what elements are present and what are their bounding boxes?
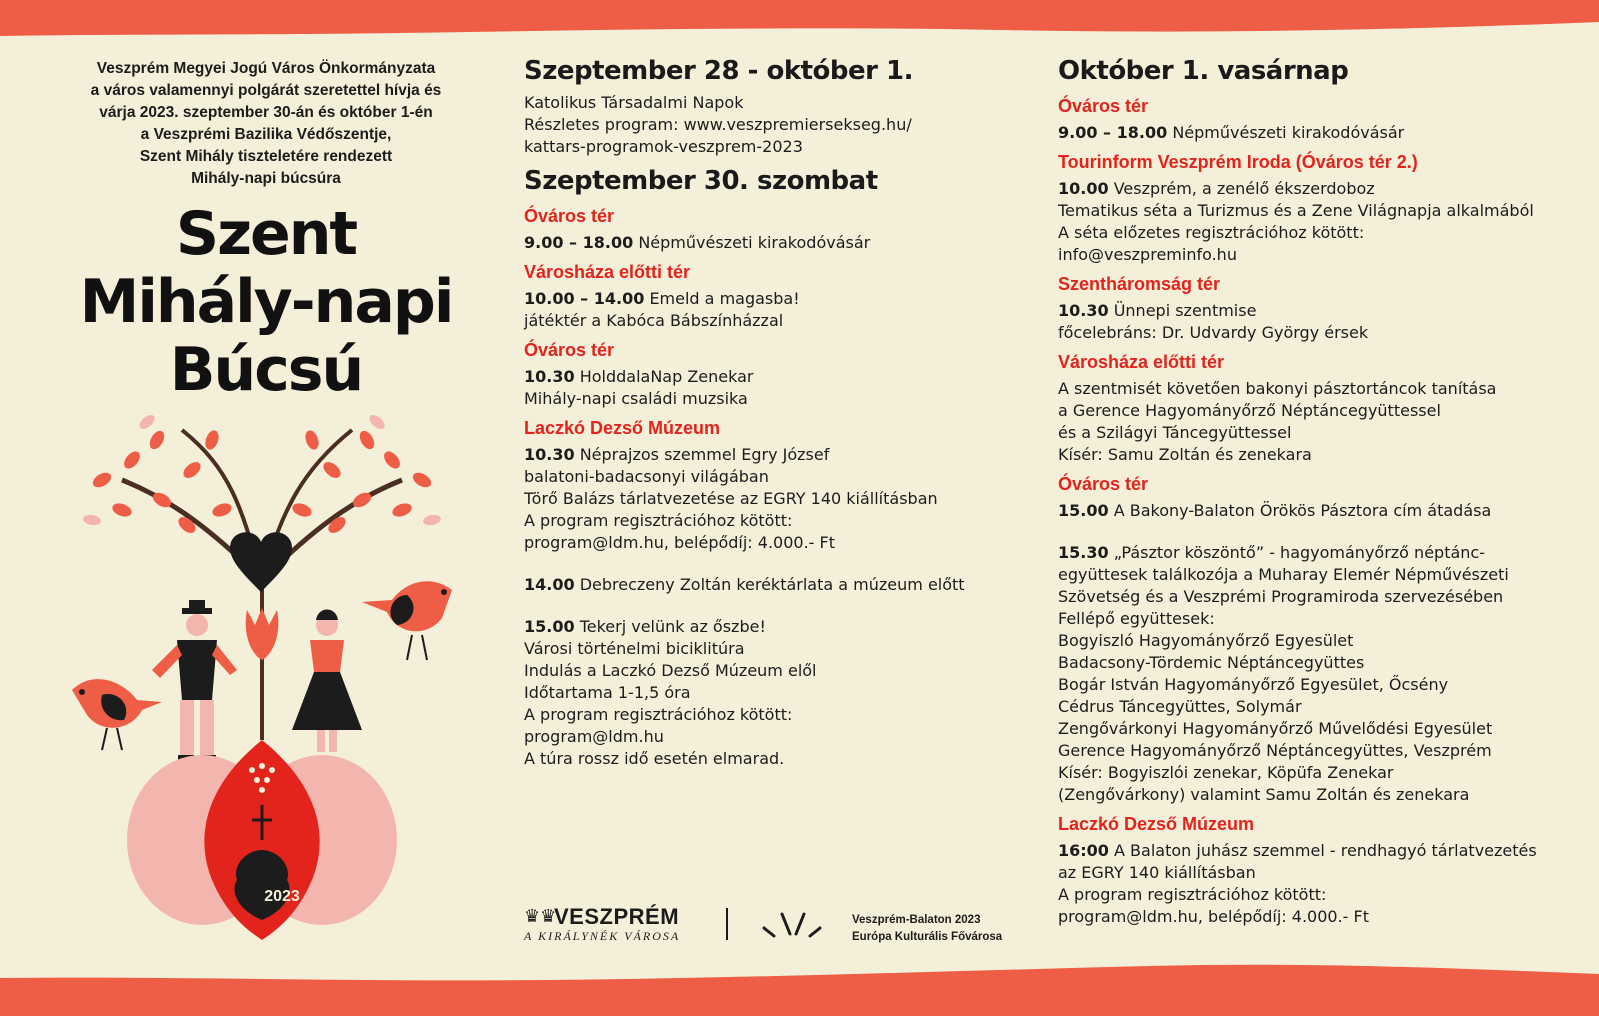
event-line — [524, 232, 1024, 254]
location-heading: Szentháromság tér — [1058, 274, 1221, 294]
event-line — [524, 574, 1024, 596]
location-heading: Tourinform Veszprém Iroda (Óváros tér 2.) — [1058, 152, 1418, 172]
location-heading: Óváros tér — [524, 340, 615, 360]
location-heading: Városháza előtti tér — [1058, 352, 1225, 372]
event-text: Tekerj velünk az őszbe! — [574, 617, 766, 636]
text-line: Városi történelmi biciklitúra — [524, 639, 745, 658]
event-time: 15.00 — [524, 617, 575, 636]
text-line: Mihály-napi családi muzsika — [524, 389, 748, 408]
event-time: 10.30 — [1058, 301, 1109, 320]
text-line: program@ldm.hu — [524, 727, 664, 746]
event-text: Emeld a magasba! — [644, 289, 800, 308]
text-line: a Gerence Hagyományőrző Néptáncegyüttessel — [1058, 401, 1441, 420]
event-text: „Pásztor köszöntő” - hagyományőrző néptánc- — [1108, 543, 1485, 562]
text-line: Indulás a Laczkó Dezső Múzeum elől — [524, 661, 817, 680]
text-line: A szentmisét követően bakonyi pásztortáncok tanítása — [1058, 379, 1497, 398]
event-line — [1058, 300, 1578, 322]
text-line: Kísér: Samu Zoltán és zenekara — [1058, 445, 1312, 464]
text-line: Törő Balázs tárlatvezetése az EGRY 140 kiállításban — [524, 489, 938, 508]
text-line: együttesek találkozója a Muharay Elemér Népművészeti — [1058, 565, 1509, 584]
text-line: Tematikus séta a Turizmus és a Zene Világnapja alkalmából — [1058, 201, 1534, 220]
event-time: 10.30 — [524, 445, 575, 464]
invite-line: Veszprém Megyei Jogú Város Önkormányzata — [96, 60, 436, 77]
event-line — [524, 288, 1024, 310]
event-time: 9.00 – 18.00 — [524, 233, 634, 252]
text-line: info@veszpreminfo.hu — [1058, 245, 1237, 264]
event-line — [1058, 500, 1578, 522]
location-heading: Laczkó Dezső Múzeum — [524, 418, 721, 438]
text-line: Zengővárkonyi Hagyományőrző Művelődési Egyesület — [1058, 719, 1493, 738]
text-line: Badacsony-Tördemic Néptáncegyüttes — [1058, 653, 1365, 672]
event-time: 15.00 — [1058, 501, 1109, 520]
text-line: Fellépő együttesek: — [1058, 609, 1215, 628]
event-time: 10.30 — [524, 367, 575, 386]
text-line: főcelebráns: Dr. Udvardy György érsek — [1058, 323, 1369, 342]
logo-subtitle: A KIRÁLYNÉK VÁROSA — [524, 929, 681, 943]
text-line: kattars-programok-veszprem-2023 — [524, 137, 803, 156]
logo-divider — [726, 908, 728, 940]
event-text: Veszprém, a zenélő ékszerdoboz — [1108, 179, 1375, 198]
event-time: 10.00 — [1058, 179, 1109, 198]
event-text: Néprajzos szemmel Egry József — [574, 445, 830, 464]
text-line: A túra rossz idő esetén elmarad. — [524, 749, 785, 768]
location-heading: Városháza előtti tér — [524, 262, 691, 282]
text-line: játéktér a Kabóca Bábszínházzal — [524, 311, 784, 330]
logo-word: VESZPRÉM — [554, 904, 680, 929]
invitation-text — [56, 58, 476, 190]
text-line: (Zengővárkony) valamint Samu Zoltán és zenekara — [1058, 785, 1470, 804]
text-line: program@ldm.hu, belépődíj: 4.000.- Ft — [524, 533, 836, 552]
middle-column — [524, 54, 1024, 770]
event-time: 15.30 — [1058, 543, 1109, 562]
girl-figure-icon — [292, 610, 362, 753]
ekf-logo-icon — [762, 912, 822, 938]
crown-icon: ♛♛ — [524, 906, 557, 927]
event-text: A Balaton juhász szemmel - rendhagyó tárlatvezetés — [1108, 841, 1537, 860]
bottom-red-border — [0, 952, 1599, 1016]
invite-line: Szent Mihály tiszteletére rendezett — [139, 148, 393, 165]
invite-line: Mihály-napi búcsúra — [191, 170, 341, 187]
event-line — [524, 616, 1024, 638]
event-text: Ünnepi szentmise — [1108, 301, 1257, 320]
top-red-border — [0, 0, 1599, 40]
text-line: Szövetség és a Veszprémi Programiroda szervezésében — [1058, 587, 1504, 606]
text-line: A program regisztrációhoz kötött: — [524, 705, 793, 724]
left-bird-icon — [72, 679, 162, 750]
text-line: Cédrus Táncegyüttes, Solymár — [1058, 697, 1302, 716]
title-line: Búcsú — [169, 335, 363, 405]
event-line — [524, 366, 1024, 388]
event-text: Debreczeny Zoltán keréktárlata a múzeum előtt — [574, 575, 965, 594]
event-time: 14.00 — [524, 575, 575, 594]
right-column — [1058, 54, 1578, 928]
location-heading: Óváros tér — [1058, 474, 1149, 494]
event-line — [1058, 122, 1578, 144]
text-line: Kísér: Bogyiszlói zenekar, Köpüfa Zenekar — [1058, 763, 1394, 782]
text-line: Gerence Hagyományőrző Néptáncegyüttes, Veszprém — [1058, 741, 1492, 760]
event-time: 16:00 — [1058, 841, 1109, 860]
left-column — [56, 58, 476, 404]
year-label: 2023 — [264, 888, 300, 905]
invite-line: a Veszprémi Bazilika Védőszentje, — [140, 126, 392, 143]
invite-line: várja 2023. szeptember 30-án és október 1-én — [99, 104, 433, 121]
event-line — [1058, 840, 1578, 862]
event-text: Népművészeti kirakodóvásár — [1167, 123, 1405, 142]
location-heading: Óváros tér — [524, 206, 615, 226]
text-line: Katolikus Társadalmi Napok — [524, 93, 744, 112]
text-line: A séta előzetes regisztrációhoz kötött: — [1058, 223, 1365, 242]
text-line: A program regisztrációhoz kötött: — [524, 511, 793, 530]
text-line: Bogyiszló Hagyományőrző Egyesület — [1058, 631, 1354, 650]
invite-line: a város valamennyi polgárát szeretettel hívja és — [90, 82, 442, 99]
boy-figure-icon — [152, 600, 237, 775]
text-line: és a Szilágyi Táncegyüttessel — [1058, 423, 1292, 442]
text-line: Részletes program: www.veszpremiersekseg.hu/ — [524, 115, 912, 134]
location-heading: Óváros tér — [1058, 96, 1149, 116]
text-line: Bogár István Hagyományőrző Egyesület, Őcsény — [1058, 675, 1449, 694]
section-title-sep-30: Szeptember 30. szombat — [524, 166, 878, 196]
event-line — [524, 444, 1024, 466]
event-text: Népművészeti kirakodóvásár — [633, 233, 871, 252]
section-title-sep-28: Szeptember 28 - október 1. — [524, 56, 913, 86]
event-text: HolddalaNap Zenekar — [574, 367, 754, 386]
text-line: program@ldm.hu, belépődíj: 4.000.- Ft — [1058, 907, 1370, 926]
section-title-oct-1: Október 1. vasárnap — [1058, 56, 1349, 86]
event-line — [1058, 542, 1578, 564]
event-time: 10.00 – 14.00 — [524, 289, 645, 308]
ekf-line: Európa Kulturális Fővárosa — [852, 931, 1003, 943]
event-text: A Bakony-Balaton Örökös Pásztora cím átadása — [1108, 501, 1492, 520]
text-line: az EGRY 140 kiállításban — [1058, 863, 1256, 882]
text-line: Időtartama 1-1,5 óra — [524, 683, 691, 702]
title-line: Szent — [175, 199, 357, 269]
main-title — [56, 200, 476, 404]
event-time: 9.00 – 18.00 — [1058, 123, 1168, 142]
text-line: balatoni-badacsonyi világában — [524, 467, 769, 486]
ekf-text — [852, 912, 1002, 946]
footer-logos — [524, 906, 1024, 946]
right-bird-icon — [362, 581, 452, 660]
event-line — [1058, 178, 1578, 200]
folk-art-tree-illustration — [62, 410, 472, 950]
location-heading: Laczkó Dezső Múzeum — [1058, 814, 1255, 834]
text-line: A program regisztrációhoz kötött: — [1058, 885, 1327, 904]
title-line: Mihály-napi — [79, 267, 453, 337]
ekf-line: Veszprém-Balaton 2023 — [852, 914, 981, 926]
